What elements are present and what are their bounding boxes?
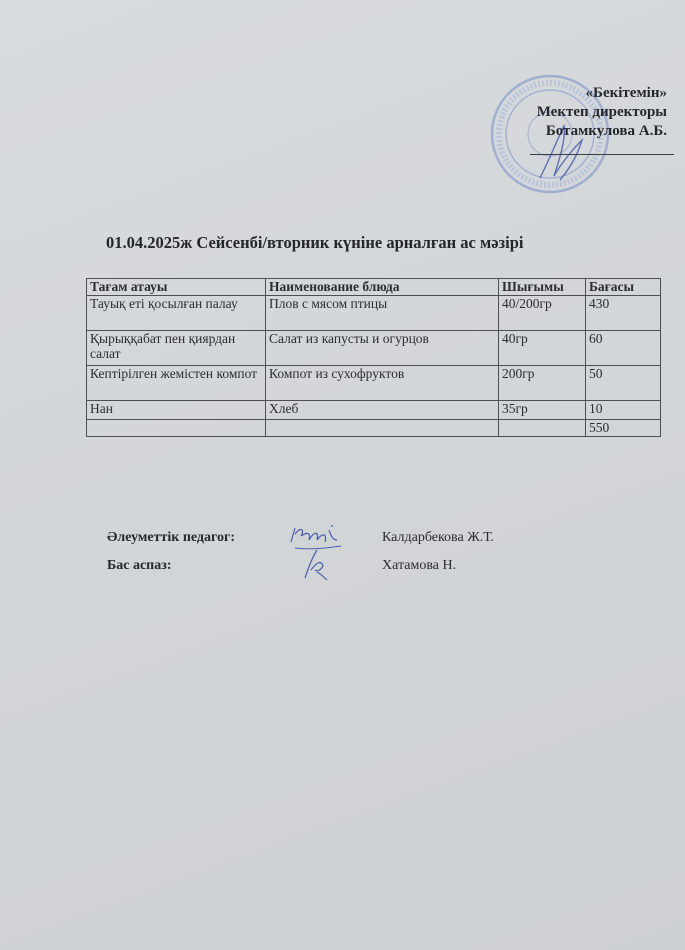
cell-empty <box>499 420 586 437</box>
signature-line <box>530 154 674 155</box>
cell-yield: 35гр <box>499 401 586 420</box>
header-price: Бағасы <box>586 279 661 296</box>
cell-price: 60 <box>586 331 661 366</box>
director-name: Ботамкулова А.Б. <box>545 123 667 139</box>
header-name-kz: Тағам атауы <box>87 279 266 296</box>
cell-yield: 40гр <box>499 331 586 366</box>
signature-role: Бас аспаз: <box>107 558 172 573</box>
table-row <box>87 296 661 331</box>
cell-name-ru: Плов с мясом птицы <box>266 296 499 331</box>
header-yield: Шығымы <box>499 279 586 296</box>
cell-name-ru: Компот из сухофруктов <box>266 366 499 401</box>
table-total-row <box>87 420 661 437</box>
cell-name-ru: Салат из капусты и огурцов <box>266 331 499 366</box>
cell-yield: 200гр <box>499 366 586 401</box>
table-row <box>87 331 661 366</box>
cell-yield: 40/200гр <box>499 296 586 331</box>
cell-price: 430 <box>586 296 661 331</box>
cell-price: 50 <box>586 366 661 401</box>
menu-table <box>86 278 661 437</box>
cell-empty <box>266 420 499 437</box>
cell-name-kz: Кептірілген жемістен компот <box>87 366 266 401</box>
signatures-block <box>107 530 527 586</box>
director-position: Мектеп директоры <box>536 104 667 120</box>
cell-empty <box>87 420 266 437</box>
header-name-ru: Наименование блюда <box>266 279 499 296</box>
signature-name: Калдарбекова Ж.Т. <box>382 530 494 545</box>
cell-name-ru: Хлеб <box>266 401 499 420</box>
handwritten-signature-icon <box>287 548 347 582</box>
table-row <box>87 366 661 401</box>
cell-name-kz: Қырыққабат пен қиярдан салат <box>87 331 266 366</box>
signature-row <box>107 558 527 586</box>
cell-price: 10 <box>586 401 661 420</box>
signature-role: Әлеуметтік педагог: <box>107 530 236 545</box>
page-title: 01.04.2025ж Сейсенбі/вторник күніне арналған ас мәзірі <box>106 233 524 252</box>
table-row <box>87 401 661 420</box>
signature-name: Хатамова Н. <box>382 558 457 573</box>
table-header-row <box>87 279 661 296</box>
approval-block <box>470 78 680 208</box>
total-price: 550 <box>586 420 661 437</box>
cell-name-kz: Тауық еті қосылған палау <box>87 296 266 331</box>
approved-label: «Бекітемін» <box>585 85 667 101</box>
cell-name-kz: Нан <box>87 401 266 420</box>
